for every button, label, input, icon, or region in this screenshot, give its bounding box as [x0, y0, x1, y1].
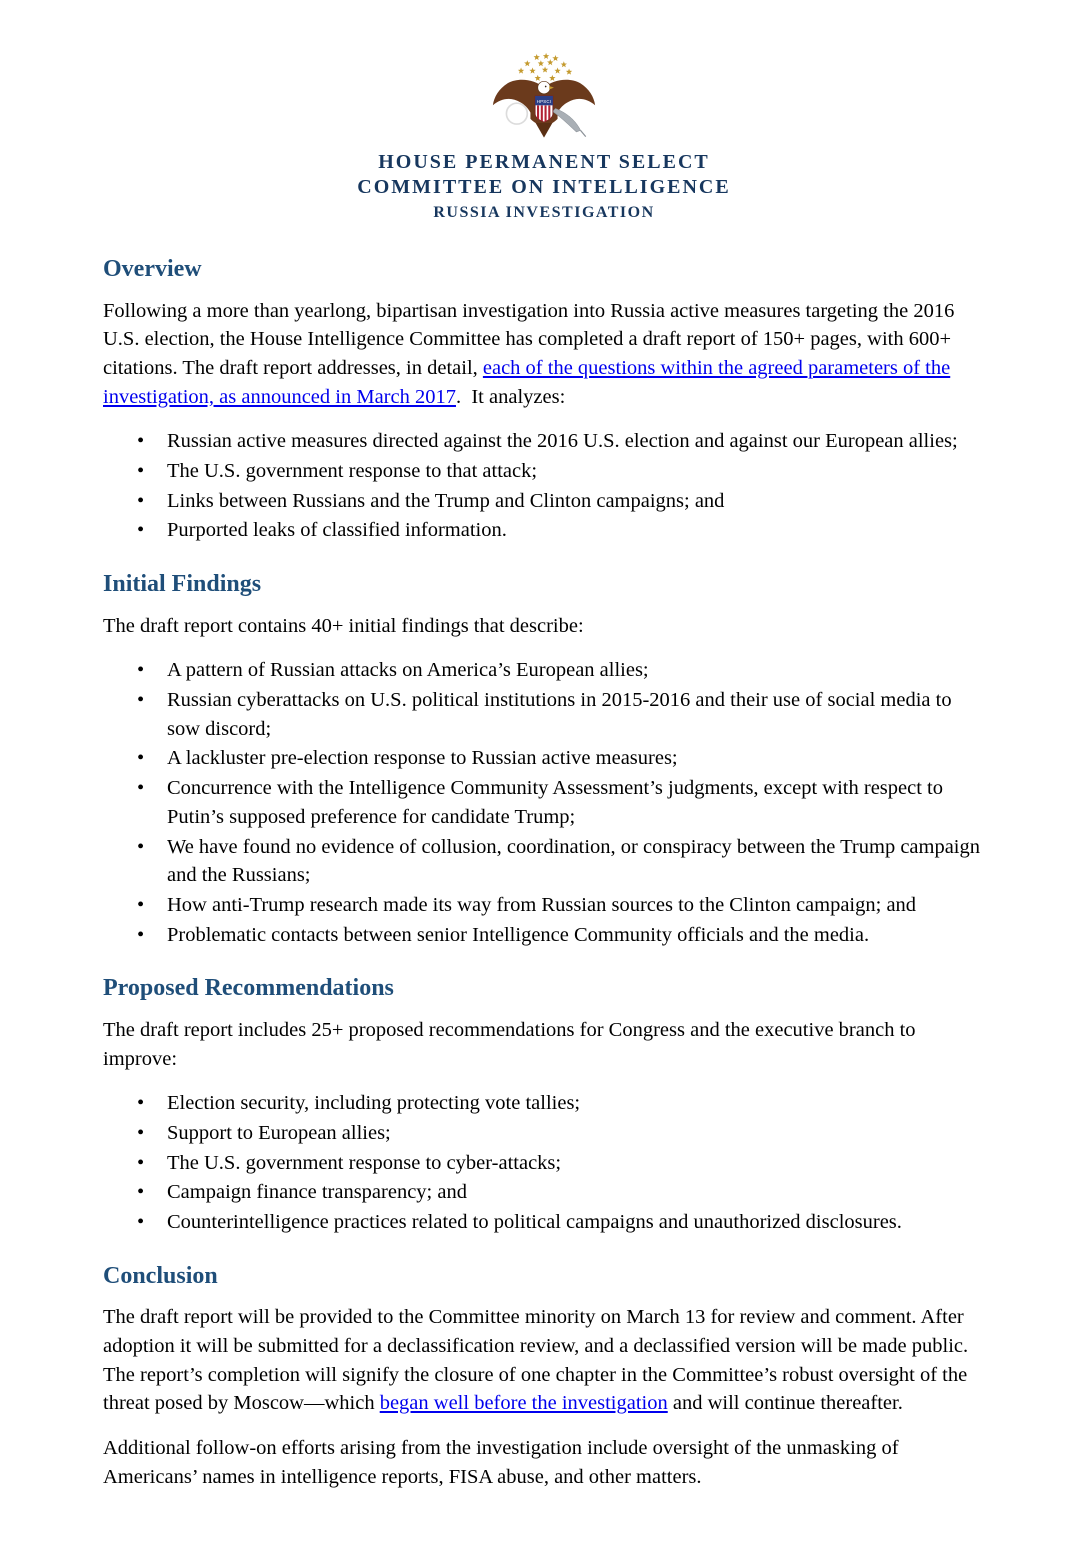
conclusion-paragraph-2: Additional follow-on efforts arising from the investigation include oversight of the unmasking of Americans’ names in intelligence reports, FISA abuse, and other matters. — [103, 1437, 899, 1488]
conclusion-heading: Conclusion — [103, 1262, 218, 1289]
russia-investigation-subtitle: RUSSIA INVESTIGATION — [433, 204, 655, 221]
parameters-announced-link[interactable]: each of the questions within the agreed parameters of the investigation, as announced in March 2017 — [103, 356, 951, 408]
conclusion-text-after-link: and will continue thereafter. — [667, 1392, 903, 1415]
document-header — [103, 50, 985, 224]
list-item: • Problematic contacts between senior Intelligence Community officials and the media. — [167, 921, 985, 950]
began-before-investigation-link[interactable]: began well before the investigation — [379, 1392, 668, 1415]
overview-text-before-link: Following a more than yearlong, bipartisan investigation into Russia active measures targeting the 2016 U.S. election, the House Intelligence Committee has completed a draft report of 150+ pages, with 600+ citations. The draft report addresses, in detail, — [103, 299, 955, 379]
list-item: • A lackluster pre-election response to Russian active measures; — [167, 744, 985, 773]
overview-paragraph — [103, 297, 985, 412]
initial-findings-heading: Initial Findings — [103, 571, 262, 598]
shield-icon — [535, 96, 553, 122]
list-item: • Counterintelligence practices related to political campaigns and unauthorized disclosures. — [167, 1208, 985, 1237]
list-item: • A pattern of Russian attacks on America’s European allies; — [167, 656, 985, 685]
star-cluster — [518, 53, 572, 81]
committee-title-line2: COMMITTEE ON INTELLIGENCE — [357, 176, 731, 198]
overview-heading: Overview — [103, 256, 202, 282]
list-item: • The U.S. government response to that attack; — [167, 457, 985, 486]
list-item: • Campaign finance transparency; and — [167, 1178, 985, 1207]
quill-icon — [552, 108, 585, 136]
eagle-tail — [536, 123, 553, 138]
eagle-head — [538, 81, 551, 94]
list-item: • Russian active measures directed against the 2016 U.S. election and against our European allies; — [167, 427, 985, 456]
conclusion-paragraph-1 — [103, 1303, 985, 1418]
overview-bullet-list — [103, 427, 985, 545]
eagle-eye — [545, 86, 547, 88]
list-item: • Concurrence with the Intelligence Community Assessment’s judgments, except with respect to Putin’s supposed preference for candidate Trump; — [167, 774, 985, 831]
initial-findings-bullet-list — [103, 656, 985, 949]
hpsci-eagle-seal-icon — [485, 50, 603, 146]
list-item: • Links between Russians and the Trump and Clinton campaigns; and — [167, 487, 985, 516]
proposed-recommendations-intro: The draft report includes 25+ proposed recommendations for Congress and the executive branch to improve: — [103, 1018, 916, 1070]
proposed-recommendations-bullet-list — [103, 1089, 985, 1236]
conclusion-text-before-link: The draft report will be provided to the Committee minority on March 13 for review and comment. After adoption it will be submitted for a declassification review, and a declassified version will be made public. The report’s completion will signify the closure of one chapter in the Committee’s robust oversight of the threat posed by Moscow—which — [103, 1306, 969, 1415]
section-initial-findings — [103, 571, 985, 949]
proposed-recommendations-heading: Proposed Recommendations — [103, 975, 394, 1002]
section-overview — [103, 256, 985, 545]
section-proposed-recommendations — [103, 975, 985, 1236]
list-item: • The U.S. government response to cyber-attacks; — [167, 1149, 985, 1178]
shield-text: HPSCI — [536, 98, 552, 104]
list-item: • Support to European allies; — [167, 1119, 985, 1148]
globe-watermark — [506, 103, 527, 124]
list-item: • Russian cyberattacks on U.S. political institutions in 2015-2016 and their use of social media to sow discord; — [167, 686, 985, 743]
committee-title-line1: HOUSE PERMANENT SELECT — [378, 151, 710, 173]
initial-findings-intro: The draft report contains 40+ initial findings that describe: — [103, 614, 584, 637]
section-conclusion — [103, 1263, 985, 1492]
document-body — [103, 256, 985, 1491]
overview-text-after-link: . It analyzes: — [455, 385, 566, 408]
list-item: • How anti-Trump research made its way from Russian sources to the Clinton campaign; and — [167, 891, 985, 920]
list-item: • Purported leaks of classified information. — [167, 516, 985, 545]
list-item: • We have found no evidence of collusion, coordination, or conspiracy between the Trump campaign and the Russians; — [167, 833, 985, 890]
list-item: • Election security, including protecting vote tallies; — [167, 1089, 985, 1118]
